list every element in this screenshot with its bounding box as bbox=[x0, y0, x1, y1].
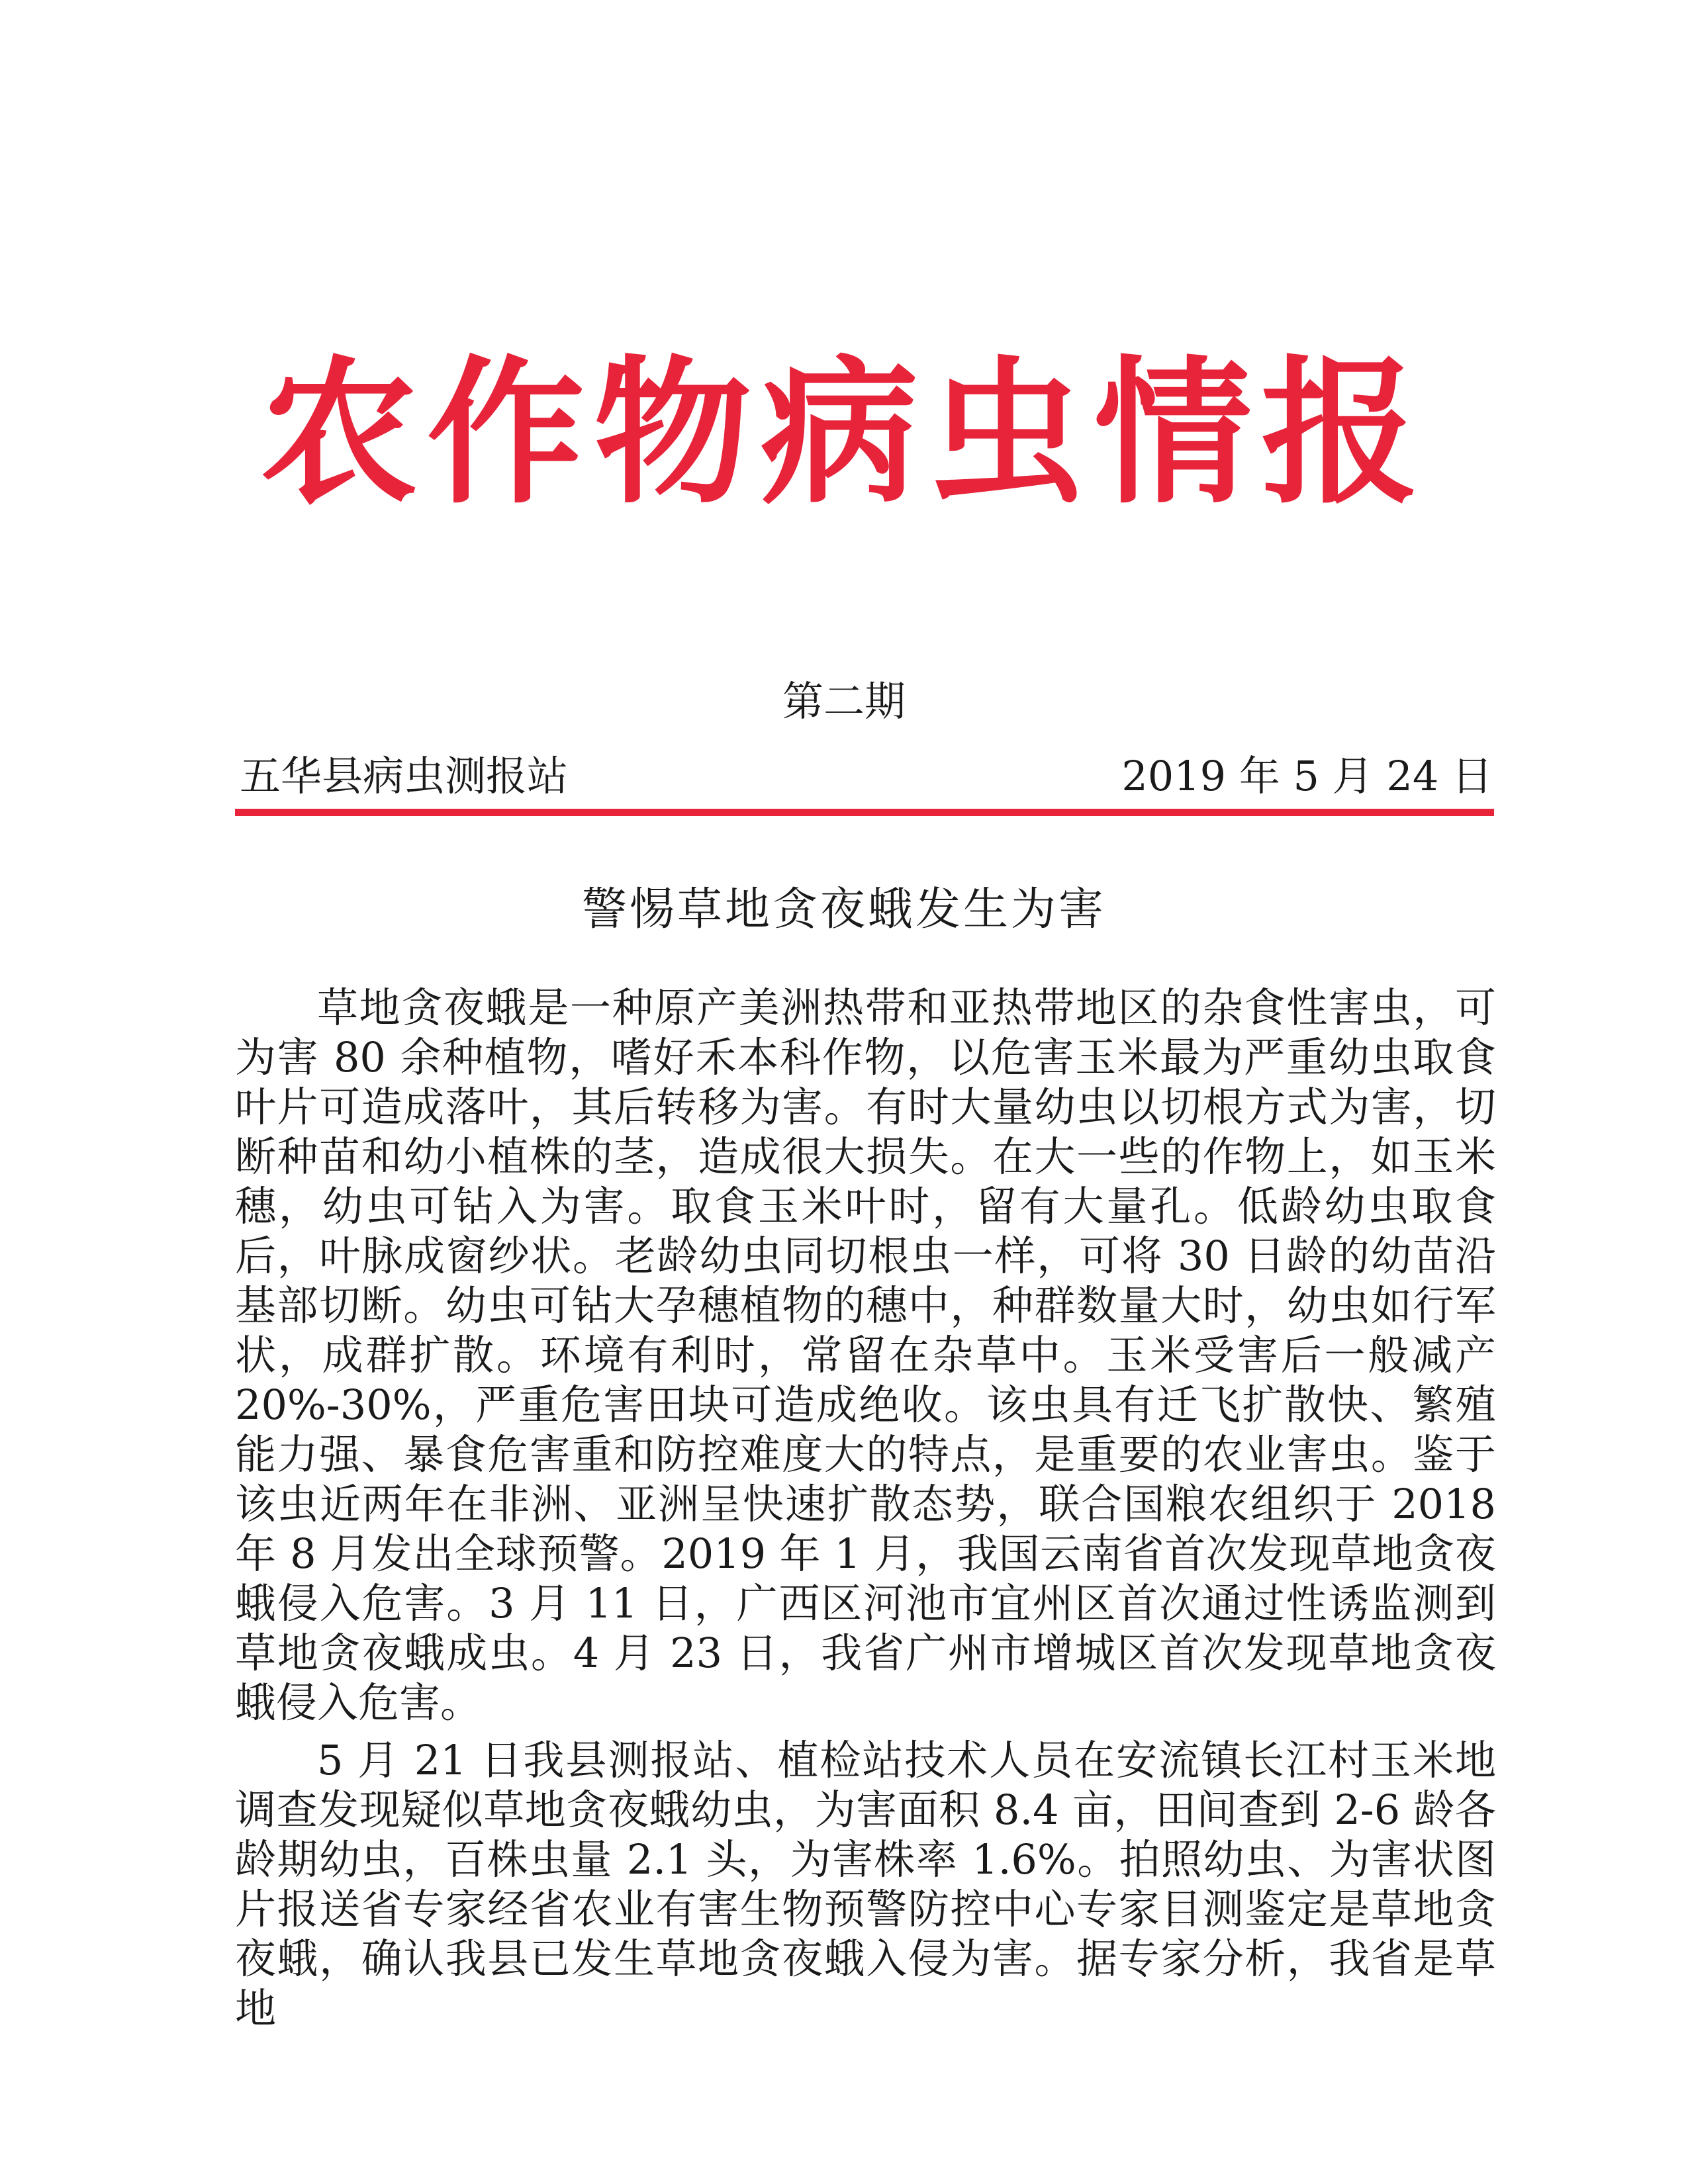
paragraph: 5 月 21 日我县测报站、植检站技术人员在安流镇长江村玉米地调查发现疑似草地贪夜蛾幼虫，为害面积 8.4 亩，田间查到 2-6 龄各龄期幼虫，百株虫量 2.1 头，为害株率 1.6%。拍照幼虫、为害状图片报送省专家经省农业有害生物预警防控中心专家目测鉴定是草地贪夜蛾，确认我县已发生草地贪夜蛾入侵为害。据专家分析，我省是草地 bbox=[235, 1736, 1496, 2032]
masthead-title: 农作物病虫情报 bbox=[260, 341, 1428, 525]
issue-number: 第二期 bbox=[782, 677, 906, 725]
header-divider bbox=[235, 809, 1494, 816]
issuing-station: 五华县病虫测报站 bbox=[240, 752, 569, 800]
article-body bbox=[235, 983, 1496, 2041]
issue-date: 2019 年 5 月 24 日 bbox=[1121, 752, 1493, 800]
paragraph: 草地贪夜蛾是一种原产美洲热带和亚热带地区的杂食性害虫，可为害 80 余种植物，嗜好禾本科作物，以危害玉米最为严重幼虫取食叶片可造成落叶，其后转移为害。有时大量幼虫以切根方式为害，切断种苗和幼小植株的茎，造成很大损失。在大一些的作物上，如玉米穗，幼虫可钻入为害。取食玉米叶时，留有大量孔。低龄幼虫取食后，叶脉成窗纱状。老龄幼虫同切根虫一样，可将 30 日龄的幼苗沿基部切断。幼虫可钻大孕穗植物的穗中，种群数量大时，幼虫如行军状，成群扩散。环境有利时，常留在杂草中。玉米受害后一般减产 20%-30%，严重危害田块可造成绝收。该虫具有迁飞扩散快、繁殖能力强、暴食危害重和防控难度大的特点，是重要的农业害虫。鉴于该虫近两年在非洲、亚洲呈快速扩散态势，联合国粮农组织于 2018 年 8 月发出全球预警。2019 年 1 月，我国云南省首次发现草地贪夜蛾侵入危害。3 月 11 日，广西区河池市宜州区首次通过性诱监测到草地贪夜蛾成虫。4 月 23 日，我省广州市增城区首次发现草地贪夜蛾侵入危害。 bbox=[235, 983, 1496, 1727]
article-title: 警惕草地贪夜蛾发生为害 bbox=[581, 884, 1106, 936]
